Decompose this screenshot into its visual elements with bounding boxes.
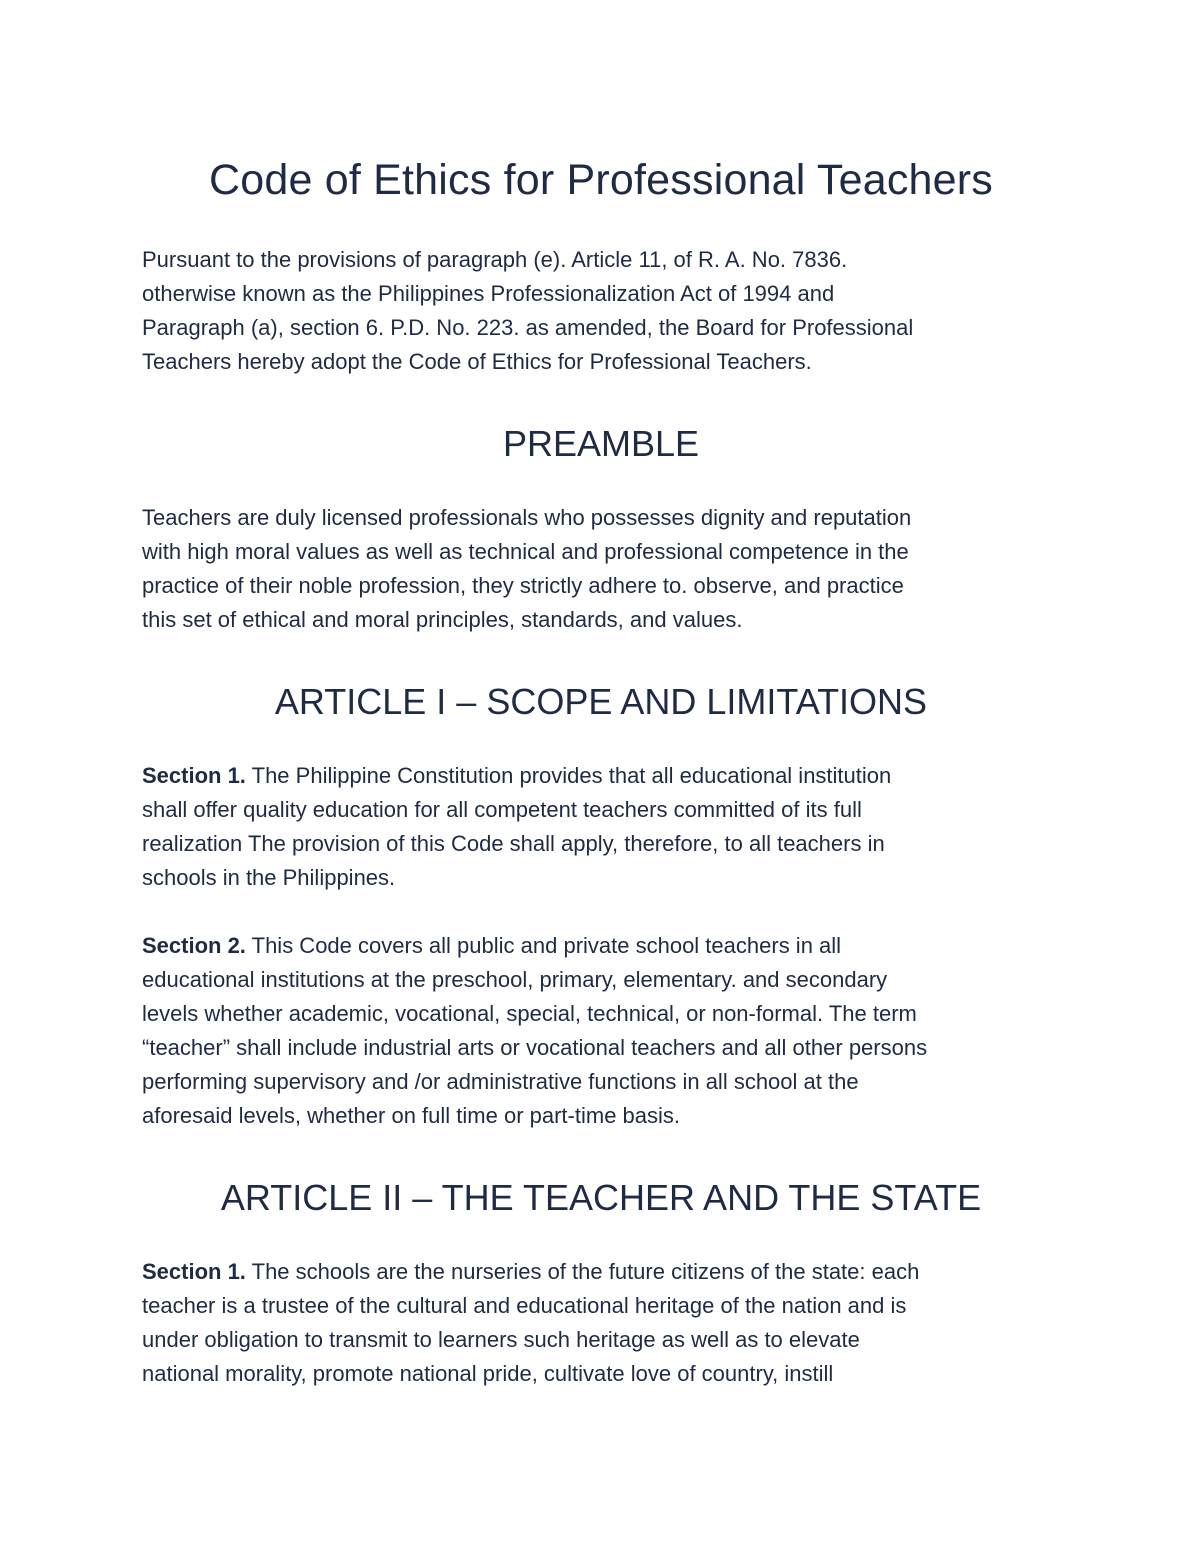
intro-line: Paragraph (a), section 6. P.D. No. 223. as amended, the Board for Professional (142, 315, 914, 340)
section-line: shall offer quality education for all competent teachers committed of its full (142, 797, 862, 822)
article1-heading: ARTICLE I – SCOPE AND LIMITATIONS (274, 681, 928, 722)
section-line: national morality, promote national pride, cultivate love of country, instill (142, 1361, 834, 1386)
intro-line: Pursuant to the provisions of paragraph (e). Article 11, of R. A. No. 7836. (142, 247, 848, 272)
section-line: under obligation to transmit to learners such heritage as well as to elevate (142, 1327, 860, 1352)
preamble-heading: PREAMBLE (502, 423, 700, 464)
article2-section1-first-line (142, 1255, 1060, 1289)
preamble-line: this set of ethical and moral principles, standards, and values. (142, 607, 743, 632)
section-line: “teacher” shall include industrial arts or vocational teachers and all other persons (142, 1035, 928, 1060)
preamble-line: Teachers are duly licensed professionals who possesses dignity and reputation (142, 505, 912, 530)
section-line: aforesaid levels, whether on full time or part-time basis. (142, 1103, 681, 1128)
preamble-paragraph (142, 501, 1060, 637)
article1-section1-first-line (142, 759, 1060, 793)
section-text: This Code covers all public and private school teachers in all (245, 933, 842, 958)
preamble-line: practice of their noble profession, they strictly adhere to. observe, and practice (142, 573, 904, 598)
article1-section2-paragraph (142, 929, 1060, 1133)
intro-line: otherwise known as the Philippines Professionalization Act of 1994 and (142, 281, 835, 306)
article1-section1-paragraph (142, 759, 1060, 895)
section-line: realization The provision of this Code shall apply, therefore, to all teachers in (142, 831, 885, 856)
section-label: Section 1. (142, 763, 246, 788)
section-line: teacher is a trustee of the cultural and educational heritage of the nation and is (142, 1293, 907, 1318)
intro-paragraph (142, 243, 1060, 379)
section-text: The Philippine Constitution provides that all educational institution (245, 763, 892, 788)
section-line: levels whether academic, vocational, special, technical, or non-formal. The term (142, 1001, 917, 1026)
section-label: Section 2. (142, 933, 246, 958)
article2-section1-paragraph (142, 1255, 1060, 1391)
article2-heading: ARTICLE II – THE TEACHER AND THE STATE (220, 1177, 982, 1218)
section-line: performing supervisory and /or administrative functions in all school at the (142, 1069, 859, 1094)
section-text: The schools are the nurseries of the future citizens of the state: each (245, 1259, 920, 1284)
preamble-line: with high moral values as well as technical and professional competence in the (142, 539, 909, 564)
article1-section2-first-line (142, 929, 1060, 963)
intro-line: Teachers hereby adopt the Code of Ethics for Professional Teachers. (142, 349, 812, 374)
document-title: Code of Ethics for Professional Teachers (209, 156, 993, 204)
section-line: educational institutions at the preschool, primary, elementary. and secondary (142, 967, 888, 992)
section-label: Section 1. (142, 1259, 246, 1284)
document-page (142, 150, 1060, 1391)
section-line: schools in the Philippines. (142, 865, 396, 890)
